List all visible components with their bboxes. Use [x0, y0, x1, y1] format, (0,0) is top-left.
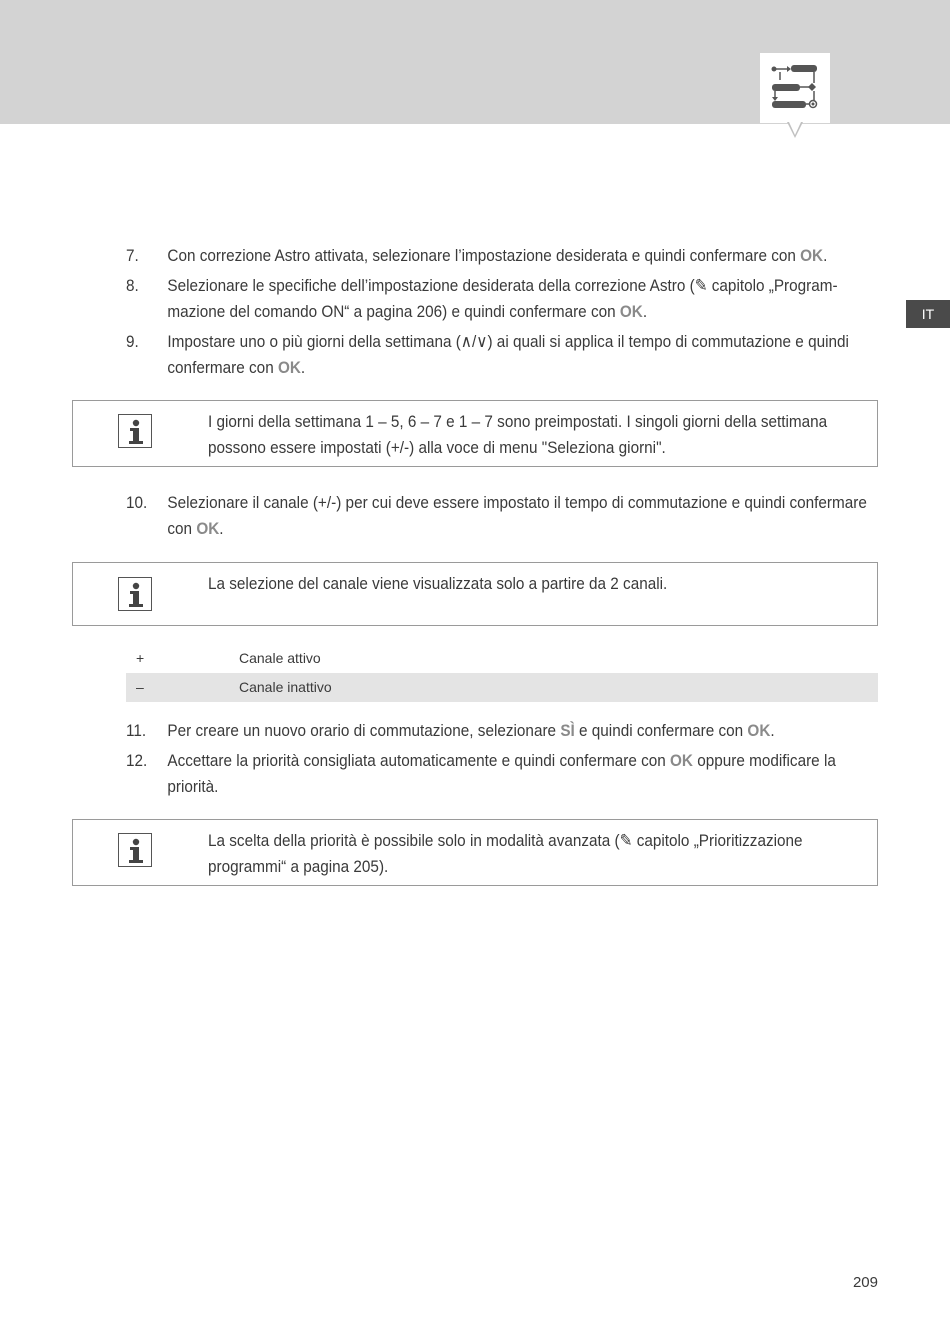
- channel-symbol: +: [136, 650, 145, 666]
- language-tab: IT: [906, 300, 950, 328]
- channel-description: Canale attivo: [239, 650, 321, 666]
- info-note: [72, 562, 878, 626]
- channel-symbol: –: [136, 679, 144, 695]
- step-text-part: Selezionare le specifiche dell’impostazione desiderata della correzione Astro (: [167, 276, 695, 295]
- note-text-part: capitolo „Prioritizzazione programmi“ a pagina 205).: [208, 831, 803, 876]
- step-10: [126, 490, 867, 542]
- badge-pointer-fill: [789, 122, 801, 135]
- step-text-part: capitolo „Programmazione del comando ON“ a pagina 206) e quindi confermare con: [167, 276, 838, 321]
- step-11: [126, 718, 803, 744]
- step-text: [167, 273, 878, 325]
- step-text-part: .: [642, 302, 648, 321]
- step-text-part: oppure modificare la priorità.: [167, 751, 836, 796]
- ok-key: OK: [619, 302, 643, 321]
- note-text: [208, 828, 865, 880]
- ok-key: OK: [800, 246, 824, 265]
- step-8: [126, 273, 838, 325]
- step-text-part: e quindi confermare con: [574, 721, 748, 740]
- step-text: [167, 490, 878, 542]
- step-7: [126, 243, 828, 269]
- step-number: 12.: [126, 751, 148, 770]
- step-text-part: Selezionare il canale (+/-) per cui deve essere impostato il tempo di commutazione e quindi confermare con: [167, 493, 867, 538]
- ok-key: OK: [277, 358, 301, 377]
- ok-key: OK: [670, 751, 693, 770]
- step-number: 9.: [126, 332, 139, 351]
- step-text-part: .: [823, 246, 828, 265]
- step-text: [167, 718, 878, 744]
- yes-key: SÌ: [560, 721, 575, 740]
- step-9: [126, 329, 849, 381]
- step-text: [167, 243, 878, 269]
- cross-reference-icon: ✎: [694, 276, 712, 295]
- table-row: [126, 644, 878, 673]
- ok-key: OK: [196, 519, 220, 538]
- ok-key: OK: [747, 721, 771, 740]
- note-text: I giorni della settimana 1 – 5, 6 – 7 e 1 – 7 sono preimpostati. I singoli giorni della settimana possono essere impostati (+/-) alla voce di menu "Seleziona giorni".: [208, 412, 828, 457]
- step-number: 11.: [126, 721, 147, 740]
- step-text-part: Con correzione Astro attivata, selezionare l’impostazione desiderata e quindi confermare con: [167, 246, 801, 265]
- program-flow-icon: [760, 53, 830, 123]
- chapter-badge: [760, 53, 830, 123]
- step-number: 7.: [126, 246, 139, 265]
- step-text-part: Per creare un nuovo orario di commutazione, selezionare: [167, 721, 561, 740]
- info-note: [72, 400, 878, 467]
- step-12: [126, 748, 836, 800]
- info-icon: [118, 833, 152, 867]
- step-text-part: .: [219, 519, 224, 538]
- step-number: 8.: [126, 276, 139, 295]
- cross-reference-icon: ✎: [619, 831, 637, 850]
- info-note: [72, 819, 878, 886]
- step-text-part: Impostare uno o più giorni della settimana (∧/∨) ai quali si applica il tempo di commutazione e quindi confermare con: [167, 332, 849, 377]
- step-text-part: .: [300, 358, 306, 377]
- step-number: 10.: [126, 493, 148, 512]
- info-icon: [118, 414, 152, 448]
- page-number: 209: [852, 1274, 878, 1291]
- info-icon: [118, 577, 152, 611]
- note-text-part: La scelta della priorità è possibile solo in modalità avanzata (: [208, 831, 620, 850]
- step-text-part: .: [770, 721, 775, 740]
- step-text-part: Accettare la priorità consigliata automaticamente e quindi confermare con: [167, 751, 671, 770]
- step-text: [167, 748, 878, 800]
- table-row: [126, 673, 878, 702]
- step-text: [167, 329, 878, 381]
- channel-description: Canale inattivo: [239, 679, 332, 695]
- note-text: La selezione del canale viene visualizzata solo a partire da 2 canali.: [208, 574, 668, 593]
